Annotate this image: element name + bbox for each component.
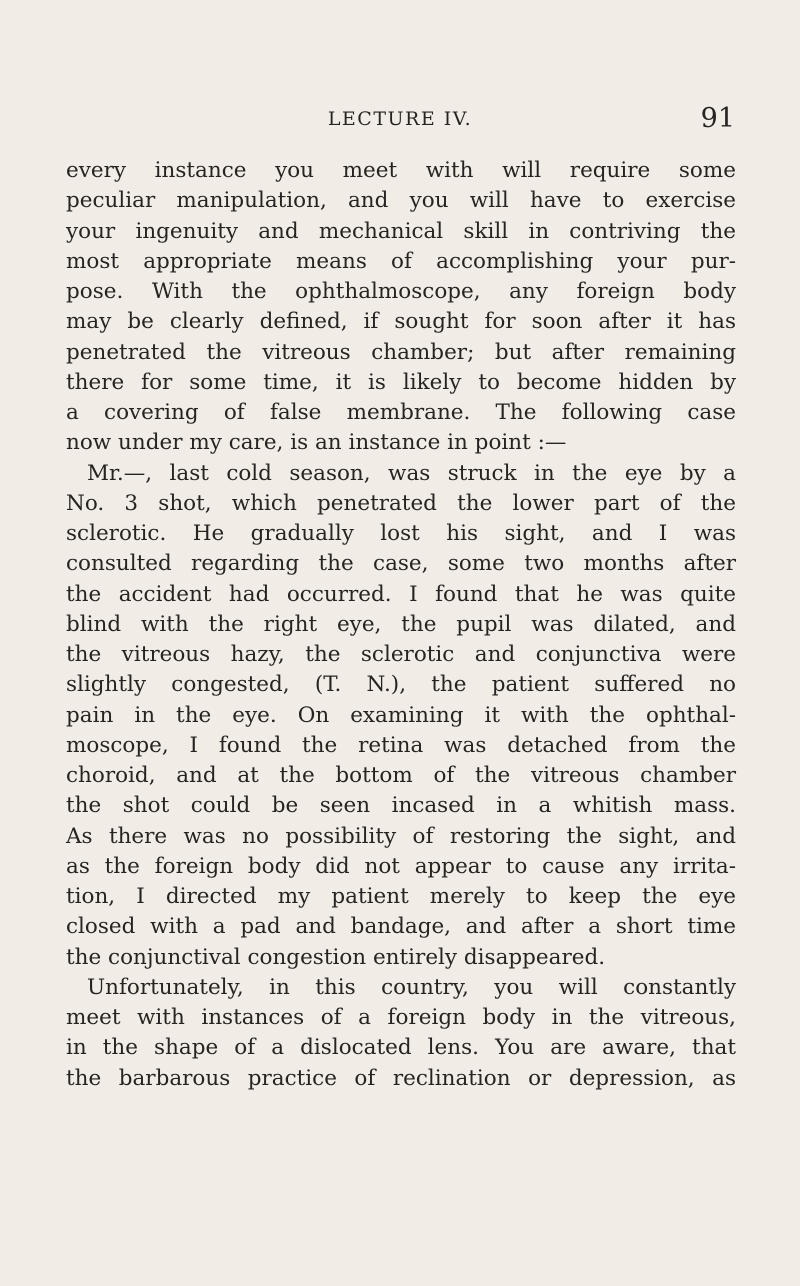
- text-line: pose. With the ophthalmoscope, any foreign body: [66, 279, 736, 304]
- text-line: closed with a pad and bandage, and after a short time: [66, 914, 736, 940]
- text-line: meet with instances of a foreign body in the vitreous,: [66, 1005, 736, 1030]
- text-line: the accident had occurred. I found that he was quite: [66, 581, 736, 607]
- text-line: every instance you meet with will require some: [66, 158, 736, 183]
- text-line: the conjunctival congestion entirely disappeared.: [66, 944, 606, 970]
- running-header: [65, 104, 735, 134]
- text-line: in the shape of a dislocated lens. You are aware, that: [66, 1035, 736, 1061]
- text-line: No. 3 shot, which penetrated the lower part of the: [66, 490, 736, 516]
- text-line: most appropriate means of accomplishing your pur-: [66, 248, 736, 274]
- text-line: moscope, I found the retina was detached from the: [66, 732, 736, 758]
- text-line: the shot could be seen incased in a whitish mass.: [66, 793, 736, 819]
- text-line: now under my care, is an instance in point :—: [66, 430, 567, 456]
- text-line: peculiar manipulation, and you will have to exercise: [66, 188, 736, 214]
- text-line: penetrated the vitreous chamber; but after remaining: [66, 339, 736, 365]
- text-line: consulted regarding the case, some two months after: [66, 551, 736, 577]
- page-number: 91: [700, 103, 735, 134]
- text-line: choroid, and at the bottom of the vitreous chamber: [66, 763, 736, 788]
- text-line: Mr.—, last cold season, was struck in the eye by a: [87, 460, 736, 486]
- body-text: [66, 156, 736, 1094]
- text-line: may be clearly defined, if sought for soon after it has: [66, 309, 736, 335]
- text-line: the vitreous hazy, the sclerotic and conjunctiva were: [66, 642, 736, 667]
- running-title: LECTURE IV.: [327, 108, 473, 130]
- text-line: As there was no possibility of restoring the sight, and: [66, 823, 736, 849]
- text-line: tion, I directed my patient merely to keep the eye: [66, 884, 736, 909]
- text-line: pain in the eye. On examining it with the ophthal-: [66, 702, 736, 728]
- text-line: a covering of false membrane. The following case: [66, 400, 736, 425]
- text-line: as the foreign body did not appear to cause any irrita-: [66, 853, 736, 879]
- text-line: sclerotic. He gradually lost his sight, and I was: [66, 521, 736, 546]
- text-line: Unfortunately, in this country, you will constantly: [87, 974, 736, 1000]
- text-line: slightly congested, (T. N.), the patient suffered no: [66, 672, 736, 698]
- text-line: blind with the right eye, the pupil was dilated, and: [66, 611, 736, 637]
- text-line: your ingenuity and mechanical skill in contriving the: [66, 218, 736, 244]
- text-line: there for some time, it is likely to become hidden by: [66, 369, 736, 395]
- text-line: the barbarous practice of reclination or depression, as: [66, 1065, 736, 1091]
